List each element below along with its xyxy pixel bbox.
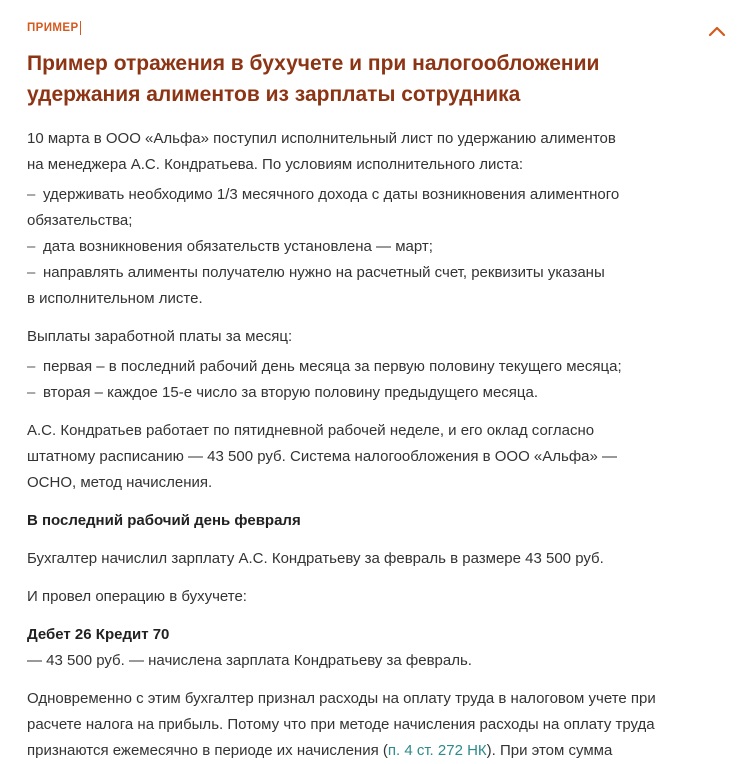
example-label-row xyxy=(27,18,726,38)
salary-paragraph xyxy=(27,418,726,496)
list-item-text: дата возникновения обязательств установлена — март; xyxy=(43,238,433,255)
dash-marker: – xyxy=(27,384,36,401)
dash-marker: – xyxy=(27,358,36,375)
tax-paragraph xyxy=(27,686,726,764)
operation-paragraph: И провел операцию в бухучете: xyxy=(27,588,247,605)
example-title: Пример отражения в бухучете и при налогообложении удержания алиментов из зарплаты сотрудника xyxy=(27,52,600,106)
list-item-continuation: обязательства; xyxy=(27,212,133,229)
list-item xyxy=(27,182,726,234)
tax-line-3-end: ). При этом сумма xyxy=(486,742,613,759)
intro-paragraph xyxy=(27,126,726,178)
journal-entry-text: — 43 500 руб. — начислена зарплата Кондратьеву за февраль. xyxy=(27,652,472,669)
tax-code-link[interactable]: п. 4 ст. 272 НК xyxy=(387,742,487,759)
salary-line-1: А.С. Кондратьев работает по пятидневной рабочей неделе, и его оклад согласно xyxy=(27,422,595,439)
text-cursor xyxy=(80,21,81,35)
list-item-text: первая – в последний рабочий день месяца за первую половину текущего месяца; xyxy=(43,358,622,375)
salary-line-3: ОСНО, метод начисления. xyxy=(27,474,213,491)
tax-line-2: расчете налога на прибыль. Потому что при методе начисления расходы на оплату труда xyxy=(27,716,655,733)
accrual-paragraph: Бухгалтер начислил зарплату А.С. Кондратьеву за февраль в размере 43 500 руб. xyxy=(27,550,604,567)
list-item-text: удерживать необходимо 1/3 месячного дохода с даты возникновения алиментного xyxy=(43,186,620,203)
dash-marker: – xyxy=(27,238,36,255)
list-item xyxy=(27,380,726,406)
dash-marker: – xyxy=(27,264,36,281)
list-item xyxy=(27,260,726,312)
list-item-text: направлять алименты получателю нужно на расчетный счет, реквизиты указаны xyxy=(43,264,605,281)
list-item-text: вторая – каждое 15-е число за вторую половину предыдущего месяца. xyxy=(43,384,539,401)
list-item-continuation: в исполнительном листе. xyxy=(27,290,203,307)
example-tag: ПРИМЕР xyxy=(27,22,79,34)
tax-line-3-start: признаются ежемесячно в периоде их начисления ( xyxy=(27,742,388,759)
collapse-toggle-button[interactable] xyxy=(706,22,728,40)
payments-list xyxy=(27,354,726,406)
payments-heading: Выплаты заработной платы за месяц: xyxy=(27,328,293,345)
conditions-list xyxy=(27,182,726,312)
journal-entry xyxy=(27,622,726,674)
salary-line-2: штатному расписанию — 43 500 руб. Система налогообложения в ООО «Альфа» — xyxy=(27,448,618,465)
list-item xyxy=(27,234,726,260)
chevron-up-icon xyxy=(706,22,728,40)
list-item xyxy=(27,354,726,380)
intro-line-1: 10 марта в ООО «Альфа» поступил исполнительный лист по удержанию алиментов xyxy=(27,130,616,147)
journal-entry-title: Дебет 26 Кредит 70 xyxy=(27,626,170,643)
section-heading: В последний рабочий день февраля xyxy=(27,512,301,529)
intro-line-2: на менеджера А.С. Кондратьева. По условиям исполнительного листа: xyxy=(27,156,524,173)
tax-line-1: Одновременно с этим бухгалтер признал расходы на оплату труда в налоговом учете при xyxy=(27,690,656,707)
dash-marker: – xyxy=(27,186,36,203)
